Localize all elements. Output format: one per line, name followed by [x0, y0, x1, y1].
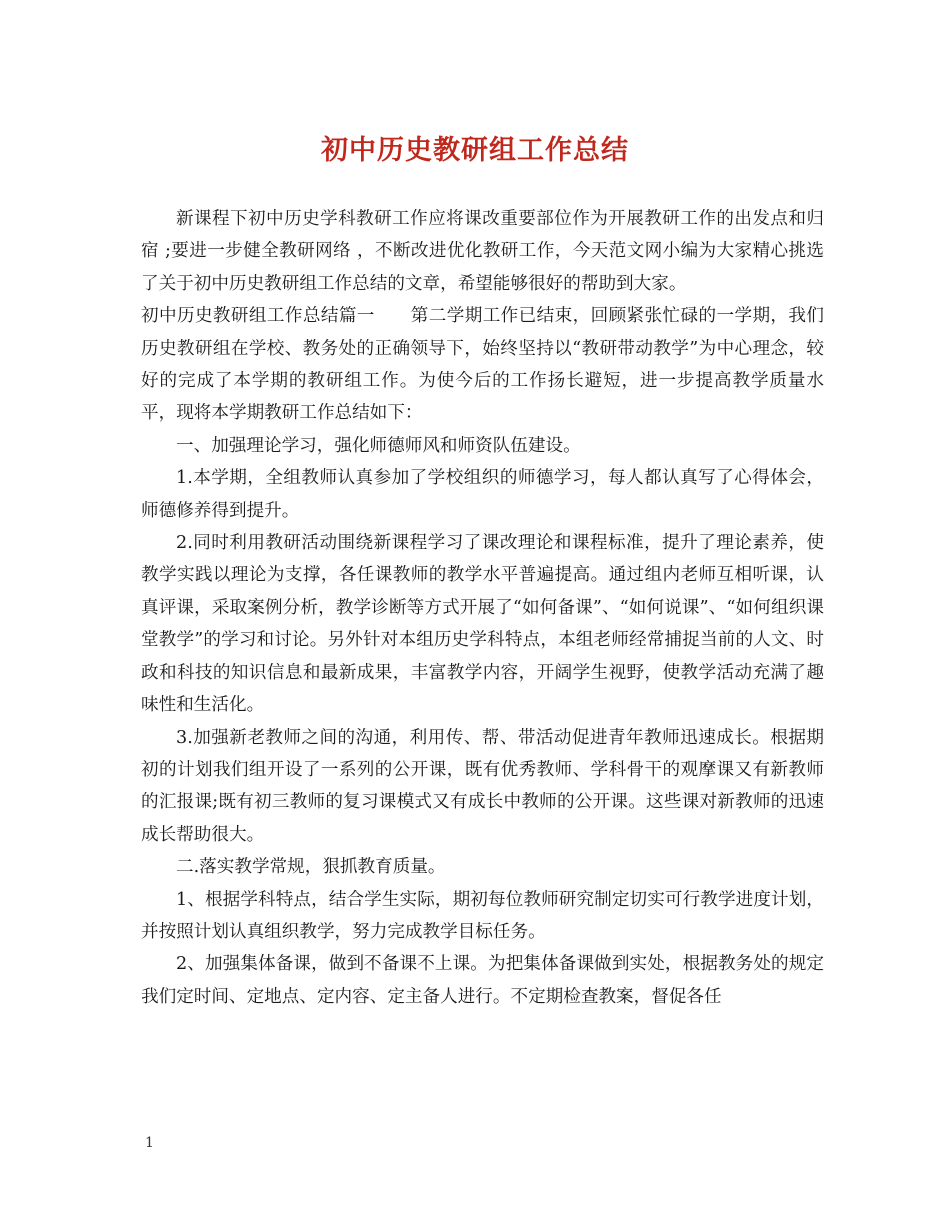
section-heading-1: 一、加强理论学习，强化师德师风和师资队伍建设。 [176, 435, 581, 456]
page-number: 1 [145, 1135, 154, 1151]
document-body [141, 203, 824, 1013]
paragraph-item-2-2: 2、加强集体备课，做到不备课不上课。为把集体备课做到实处，根据教务处的规定我们定时间、定地点、定内容、定主备人进行。不定期检查教案，督促各任 [141, 954, 824, 1007]
paragraph-item-2-1: 1、根据学科特点，结合学生实际，期初每位教师研究制定切实可行教学进度计划，并按照计划认真组织教学，努力完成教学目标任务。 [141, 889, 824, 942]
section-heading-2: 二.落实教学常规，狠抓教育质量。 [176, 857, 446, 878]
paragraph-article-start: 初中历史教研组工作总结篇一 第二学期工作已结束，回顾紧张忙碌的一学期，我们历史教研组在学校、教务处的正确领导下，始终坚持以“教研带动教学”为中心理念，较好的完成了本学期的教研组工作。为使今后的工作扬长避短，进一步提高教学质量水平，现将本学期教研工作总结如下： [141, 306, 824, 424]
paragraph-item-1-2: 2.同时利用教研活动围绕新课程学习了课改理论和课程标准，提升了理论素养，使教学实践以理论为支撑，各任课教师的教学水平普遍提高。通过组内老师互相听课，认真评课，采取案例分析，教学诊断等方式开展了“如何备课”、“如何说课”、“如何组织课堂教学”的学习和讨论。另外针对本组历史学科特点，本组老师经常捕捉当前的人文、时政和科技的知识信息和最新成果，丰富教学内容，开阔学生视野，使教学活动充满了趣味性和生活化。 [141, 533, 824, 716]
paragraph-item-1-1: 1.本学期，全组教师认真参加了学校组织的师德学习，每人都认真写了心得体会，师德修养得到提升。 [141, 468, 824, 521]
paragraph-intro: 新课程下初中历史学科教研工作应将课改重要部位作为开展教研工作的出发点和归宿 ;要进一步健全教研网络 ，不断改进优化教研工作，今天范文网小编为大家精心挑选了关于初中历史教研组工作总结的文章，希望能够很好的帮助到大家。 [141, 209, 824, 294]
paragraph-item-1-3: 3.加强新老教师之间的沟通，利用传、帮、带活动促进青年教师迅速成长。根据期初的计划我们组开设了一系列的公开课，既有优秀教师、学科骨干的观摩课又有新教师的汇报课;既有初三教师的复习课模式又有成长中教师的公开课。这些课对新教师的迅速成长帮助很大。 [141, 727, 824, 845]
document-title: 初中历史教研组工作总结 [321, 135, 629, 166]
